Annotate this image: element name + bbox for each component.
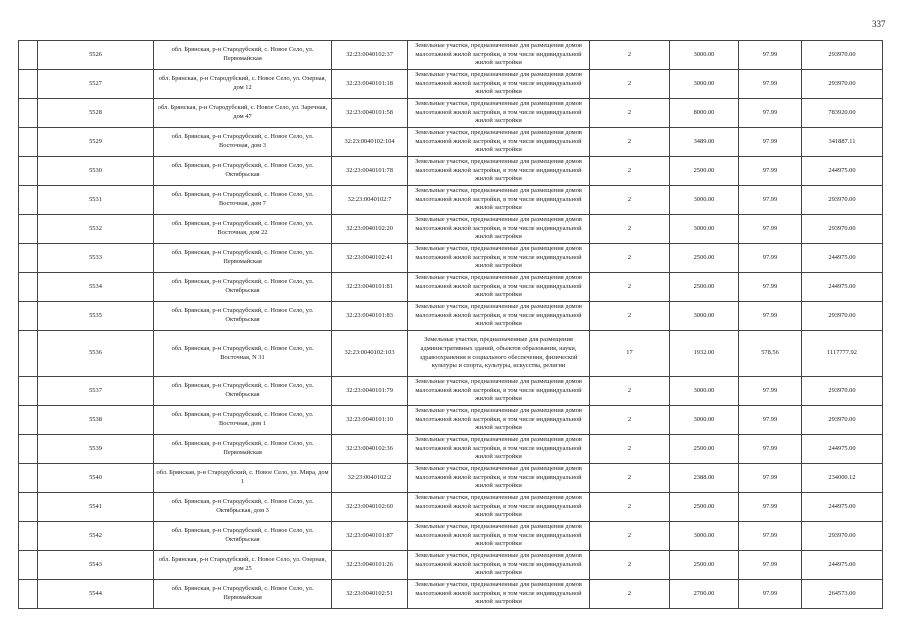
row-spacer-cell: [19, 331, 38, 377]
use-group-cell: 2: [590, 464, 670, 493]
row-number-cell: 5535: [38, 302, 154, 331]
table-row: [19, 331, 883, 377]
table-row: [19, 377, 883, 406]
specific-value-cell: 97.99: [739, 244, 802, 273]
specific-value-cell: 97.99: [739, 302, 802, 331]
row-number-cell: 5537: [38, 377, 154, 406]
address-cell: обл. Брянская, р-н Стародубский, с. Новое Село, ул. Первомайская: [154, 580, 332, 609]
specific-value-cell: 97.99: [739, 99, 802, 128]
row-spacer-cell: [19, 157, 38, 186]
use-group-cell: 2: [590, 70, 670, 99]
land-use-purpose-cell: Земельные участки, предназначенные для размещения домов малоэтажной жилой застройки, в том числе индивидуальной жилой застройки: [408, 157, 590, 186]
specific-value-cell: 578.56: [739, 331, 802, 377]
use-group-cell: 2: [590, 157, 670, 186]
area-cell: 2388.00: [670, 464, 739, 493]
land-use-purpose-cell: Земельные участки, предназначенные для размещения домов малоэтажной жилой застройки, в том числе индивидуальной жилой застройки: [408, 128, 590, 157]
table-row: [19, 186, 883, 215]
land-use-purpose-cell: Земельные участки, предназначенные для размещения домов малоэтажной жилой застройки, в том числе индивидуальной жилой застройки: [408, 273, 590, 302]
row-spacer-cell: [19, 493, 38, 522]
land-use-purpose-cell: Земельные участки, предназначенные для размещения домов малоэтажной жилой застройки, в том числе индивидуальной жилой застройки: [408, 99, 590, 128]
cadastral-number-cell: 32:23:0040101:79: [332, 377, 408, 406]
table-row: [19, 157, 883, 186]
row-number-cell: 5540: [38, 464, 154, 493]
cadastral-number-cell: 32:23:0040101:26: [332, 551, 408, 580]
cadastral-number-cell: 32:23:0040101:87: [332, 522, 408, 551]
cadastral-number-cell: 32:23:0040102:103: [332, 331, 408, 377]
cadastral-value-cell: 293970.00: [802, 302, 883, 331]
page-number: 337: [872, 19, 886, 29]
cadastral-value-cell: 293970.00: [802, 70, 883, 99]
cadastral-value-cell: 293970.00: [802, 41, 883, 70]
area-cell: 8000.00: [670, 99, 739, 128]
use-group-cell: 2: [590, 186, 670, 215]
area-cell: 3000.00: [670, 406, 739, 435]
row-number-cell: 5532: [38, 215, 154, 244]
cadastral-number-cell: 32:23:0040102:20: [332, 215, 408, 244]
table-row: [19, 302, 883, 331]
area-cell: 2500.00: [670, 435, 739, 464]
row-spacer-cell: [19, 551, 38, 580]
table-row: [19, 273, 883, 302]
cadastral-number-cell: 32:23:0040102:60: [332, 493, 408, 522]
cadastral-value-cell: 341887.11: [802, 128, 883, 157]
cadastral-number-cell: 32:23:0040101:81: [332, 273, 408, 302]
cadastral-value-cell: 244975.00: [802, 273, 883, 302]
cadastral-value-cell: 244975.00: [802, 244, 883, 273]
cadastral-number-cell: 32:23:0040102:36: [332, 435, 408, 464]
cadastral-number-cell: 32:23:0040101:58: [332, 99, 408, 128]
cadastral-value-cell: 293970.00: [802, 406, 883, 435]
table-row: [19, 464, 883, 493]
specific-value-cell: 97.99: [739, 406, 802, 435]
cadastral-value-cell: 244975.00: [802, 157, 883, 186]
row-spacer-cell: [19, 273, 38, 302]
row-number-cell: 5541: [38, 493, 154, 522]
area-cell: 3000.00: [670, 522, 739, 551]
address-cell: обл. Брянская, р-н Стародубский, с. Новое Село, ул. Октябрьская: [154, 157, 332, 186]
cadastral-number-cell: 32:23:0040102:41: [332, 244, 408, 273]
use-group-cell: 2: [590, 580, 670, 609]
land-use-purpose-cell: Земельные участки, предназначенные для размещения домов малоэтажной жилой застройки, в том числе индивидуальной жилой застройки: [408, 41, 590, 70]
area-cell: 3000.00: [670, 302, 739, 331]
land-use-purpose-cell: Земельные участки, предназначенные для размещения домов малоэтажной жилой застройки, в том числе индивидуальной жилой застройки: [408, 215, 590, 244]
land-use-purpose-cell: Земельные участки, предназначенные для размещения домов малоэтажной жилой застройки, в том числе индивидуальной жилой застройки: [408, 302, 590, 331]
row-spacer-cell: [19, 215, 38, 244]
table-body: [19, 41, 883, 609]
table-row: [19, 128, 883, 157]
row-number-cell: 5528: [38, 99, 154, 128]
use-group-cell: 2: [590, 215, 670, 244]
cadastral-value-cell: 783920.00: [802, 99, 883, 128]
land-use-purpose-cell: Земельные участки, предназначенные для размещения административных зданий, объектов образования, науки, здравоохранения и социального обеспечения, физической культуры и спорта, культуры, искусства, религии: [408, 331, 590, 377]
row-number-cell: 5526: [38, 41, 154, 70]
row-number-cell: 5531: [38, 186, 154, 215]
area-cell: 1932.00: [670, 331, 739, 377]
cadastral-number-cell: 32:23:0040101:10: [332, 406, 408, 435]
land-use-purpose-cell: Земельные участки, предназначенные для размещения домов малоэтажной жилой застройки, в том числе индивидуальной жилой застройки: [408, 493, 590, 522]
cadastral-number-cell: 32:23:0040102:51: [332, 580, 408, 609]
address-cell: обл. Брянская, р-н Стародубский, с. Новое Село, ул. Озерная, дом 12: [154, 70, 332, 99]
cadastral-value-cell: 293970.00: [802, 522, 883, 551]
row-spacer-cell: [19, 377, 38, 406]
land-use-purpose-cell: Земельные участки, предназначенные для размещения домов малоэтажной жилой застройки, в том числе индивидуальной жилой застройки: [408, 522, 590, 551]
land-use-purpose-cell: Земельные участки, предназначенные для размещения домов малоэтажной жилой застройки, в том числе индивидуальной жилой застройки: [408, 464, 590, 493]
area-cell: 2500.00: [670, 244, 739, 273]
address-cell: обл. Брянская, р-н Стародубский, с. Новое Село, ул. Восточная, дом 22: [154, 215, 332, 244]
cadastral-number-cell: 32:23:0040102:37: [332, 41, 408, 70]
specific-value-cell: 97.99: [739, 493, 802, 522]
cadastral-value-cell: 293970.00: [802, 377, 883, 406]
address-cell: обл. Брянская, р-н Стародубский, с. Новое Село, ул. Первомайская: [154, 244, 332, 273]
cadastral-number-cell: 32:23:0040102:104: [332, 128, 408, 157]
use-group-cell: 2: [590, 99, 670, 128]
specific-value-cell: 97.99: [739, 551, 802, 580]
row-number-cell: 5538: [38, 406, 154, 435]
use-group-cell: 2: [590, 435, 670, 464]
use-group-cell: 2: [590, 377, 670, 406]
specific-value-cell: 97.99: [739, 464, 802, 493]
row-spacer-cell: [19, 522, 38, 551]
cadastral-value-cell: 234000.12: [802, 464, 883, 493]
address-cell: обл. Брянская, р-н Стародубский, с. Новое Село, ул. Октябрьская: [154, 273, 332, 302]
cadastral-value-table: [18, 40, 883, 609]
area-cell: 2700.00: [670, 580, 739, 609]
specific-value-cell: 97.99: [739, 157, 802, 186]
use-group-cell: 17: [590, 331, 670, 377]
use-group-cell: 2: [590, 41, 670, 70]
address-cell: обл. Брянская, р-н Стародубский, с. Новое Село, ул. Озерная, дом 25: [154, 551, 332, 580]
land-use-purpose-cell: Земельные участки, предназначенные для размещения домов малоэтажной жилой застройки, в том числе индивидуальной жилой застройки: [408, 435, 590, 464]
address-cell: обл. Брянская, р-н Стародубский, с. Новое Село, ул. Октябрьская: [154, 377, 332, 406]
table-row: [19, 70, 883, 99]
land-use-purpose-cell: Земельные участки, предназначенные для размещения домов малоэтажной жилой застройки, в том числе индивидуальной жилой застройки: [408, 377, 590, 406]
specific-value-cell: 97.99: [739, 377, 802, 406]
row-number-cell: 5533: [38, 244, 154, 273]
row-spacer-cell: [19, 302, 38, 331]
row-spacer-cell: [19, 128, 38, 157]
specific-value-cell: 97.99: [739, 273, 802, 302]
area-cell: 2500.00: [670, 551, 739, 580]
specific-value-cell: 97.99: [739, 128, 802, 157]
row-number-cell: 5534: [38, 273, 154, 302]
cadastral-number-cell: 32:23:0040102:2: [332, 464, 408, 493]
table-row: [19, 551, 883, 580]
row-spacer-cell: [19, 580, 38, 609]
address-cell: обл. Брянская, р-н Стародубский, с. Новое Село, ул. Восточная, дом 3: [154, 128, 332, 157]
area-cell: 3000.00: [670, 41, 739, 70]
specific-value-cell: 97.99: [739, 215, 802, 244]
address-cell: обл. Брянская, р-н Стародубский, с. Новое Село, ул. Мира, дом 1: [154, 464, 332, 493]
row-spacer-cell: [19, 435, 38, 464]
row-number-cell: 5527: [38, 70, 154, 99]
address-cell: обл. Брянская, р-н Стародубский, с. Новое Село, ул. Октябрьская: [154, 302, 332, 331]
row-spacer-cell: [19, 186, 38, 215]
row-spacer-cell: [19, 41, 38, 70]
specific-value-cell: 97.99: [739, 522, 802, 551]
cadastral-value-cell: 244975.00: [802, 435, 883, 464]
land-use-purpose-cell: Земельные участки, предназначенные для размещения домов малоэтажной жилой застройки, в том числе индивидуальной жилой застройки: [408, 186, 590, 215]
row-number-cell: 5544: [38, 580, 154, 609]
use-group-cell: 2: [590, 406, 670, 435]
cadastral-number-cell: 32:23:0040101:83: [332, 302, 408, 331]
specific-value-cell: 97.99: [739, 186, 802, 215]
cadastral-value-cell: 293970.00: [802, 186, 883, 215]
address-cell: обл. Брянская, р-н Стародубский, с. Новое Село, ул. Восточная, N 31: [154, 331, 332, 377]
table-row: [19, 215, 883, 244]
land-use-purpose-cell: Земельные участки, предназначенные для размещения домов малоэтажной жилой застройки, в том числе индивидуальной жилой застройки: [408, 580, 590, 609]
row-spacer-cell: [19, 406, 38, 435]
land-use-purpose-cell: Земельные участки, предназначенные для размещения домов малоэтажной жилой застройки, в том числе индивидуальной жилой застройки: [408, 551, 590, 580]
area-cell: 2500.00: [670, 273, 739, 302]
specific-value-cell: 97.99: [739, 435, 802, 464]
table-row: [19, 493, 883, 522]
use-group-cell: 2: [590, 493, 670, 522]
cadastral-value-cell: 264573.00: [802, 580, 883, 609]
area-cell: 3000.00: [670, 70, 739, 99]
area-cell: 3000.00: [670, 377, 739, 406]
area-cell: 2500.00: [670, 157, 739, 186]
land-use-purpose-cell: Земельные участки, предназначенные для размещения домов малоэтажной жилой застройки, в том числе индивидуальной жилой застройки: [408, 244, 590, 273]
address-cell: обл. Брянская, р-н Стародубский, с. Новое Село, ул. Заречная, дом 47: [154, 99, 332, 128]
row-spacer-cell: [19, 99, 38, 128]
row-number-cell: 5542: [38, 522, 154, 551]
cadastral-number-cell: 32:23:0040101:18: [332, 70, 408, 99]
land-use-purpose-cell: Земельные участки, предназначенные для размещения домов малоэтажной жилой застройки, в том числе индивидуальной жилой застройки: [408, 406, 590, 435]
area-cell: 3489.00: [670, 128, 739, 157]
address-cell: обл. Брянская, р-н Стародубский, с. Новое Село, ул. Октябрьская: [154, 522, 332, 551]
row-number-cell: 5539: [38, 435, 154, 464]
table-row: [19, 41, 883, 70]
address-cell: обл. Брянская, р-н Стародубский, с. Новое Село, ул. Восточная, дом 1: [154, 406, 332, 435]
table-row: [19, 244, 883, 273]
address-cell: обл. Брянская, р-н Стародубский, с. Новое Село, ул. Октябрьская, дом 3: [154, 493, 332, 522]
table-row: [19, 435, 883, 464]
cadastral-number-cell: 32:23:0040101:78: [332, 157, 408, 186]
specific-value-cell: 97.99: [739, 580, 802, 609]
row-number-cell: 5530: [38, 157, 154, 186]
row-spacer-cell: [19, 464, 38, 493]
row-spacer-cell: [19, 244, 38, 273]
cadastral-value-cell: 244975.00: [802, 493, 883, 522]
area-cell: 2500.00: [670, 493, 739, 522]
use-group-cell: 2: [590, 273, 670, 302]
table-row: [19, 406, 883, 435]
address-cell: обл. Брянская, р-н Стародубский, с. Новое Село, ул. Первомайская: [154, 41, 332, 70]
use-group-cell: 2: [590, 302, 670, 331]
land-use-purpose-cell: Земельные участки, предназначенные для размещения домов малоэтажной жилой застройки, в том числе индивидуальной жилой застройки: [408, 70, 590, 99]
specific-value-cell: 97.99: [739, 70, 802, 99]
use-group-cell: 2: [590, 522, 670, 551]
row-spacer-cell: [19, 70, 38, 99]
row-number-cell: 5543: [38, 551, 154, 580]
use-group-cell: 2: [590, 128, 670, 157]
address-cell: обл. Брянская, р-н Стародубский, с. Новое Село, ул. Первомайская: [154, 435, 332, 464]
area-cell: 3000.00: [670, 215, 739, 244]
specific-value-cell: 97.99: [739, 41, 802, 70]
table-row: [19, 580, 883, 609]
cadastral-number-cell: 32:23:0040102:7: [332, 186, 408, 215]
cadastral-value-cell: 244975.00: [802, 551, 883, 580]
address-cell: обл. Брянская, р-н Стародубский, с. Новое Село, ул. Восточная, дом 7: [154, 186, 332, 215]
cadastral-value-cell: 293970.00: [802, 215, 883, 244]
table-row: [19, 522, 883, 551]
cadastral-value-cell: 1117777.92: [802, 331, 883, 377]
area-cell: 3000.00: [670, 186, 739, 215]
row-number-cell: 5536: [38, 331, 154, 377]
use-group-cell: 2: [590, 244, 670, 273]
table-row: [19, 99, 883, 128]
use-group-cell: 2: [590, 551, 670, 580]
row-number-cell: 5529: [38, 128, 154, 157]
